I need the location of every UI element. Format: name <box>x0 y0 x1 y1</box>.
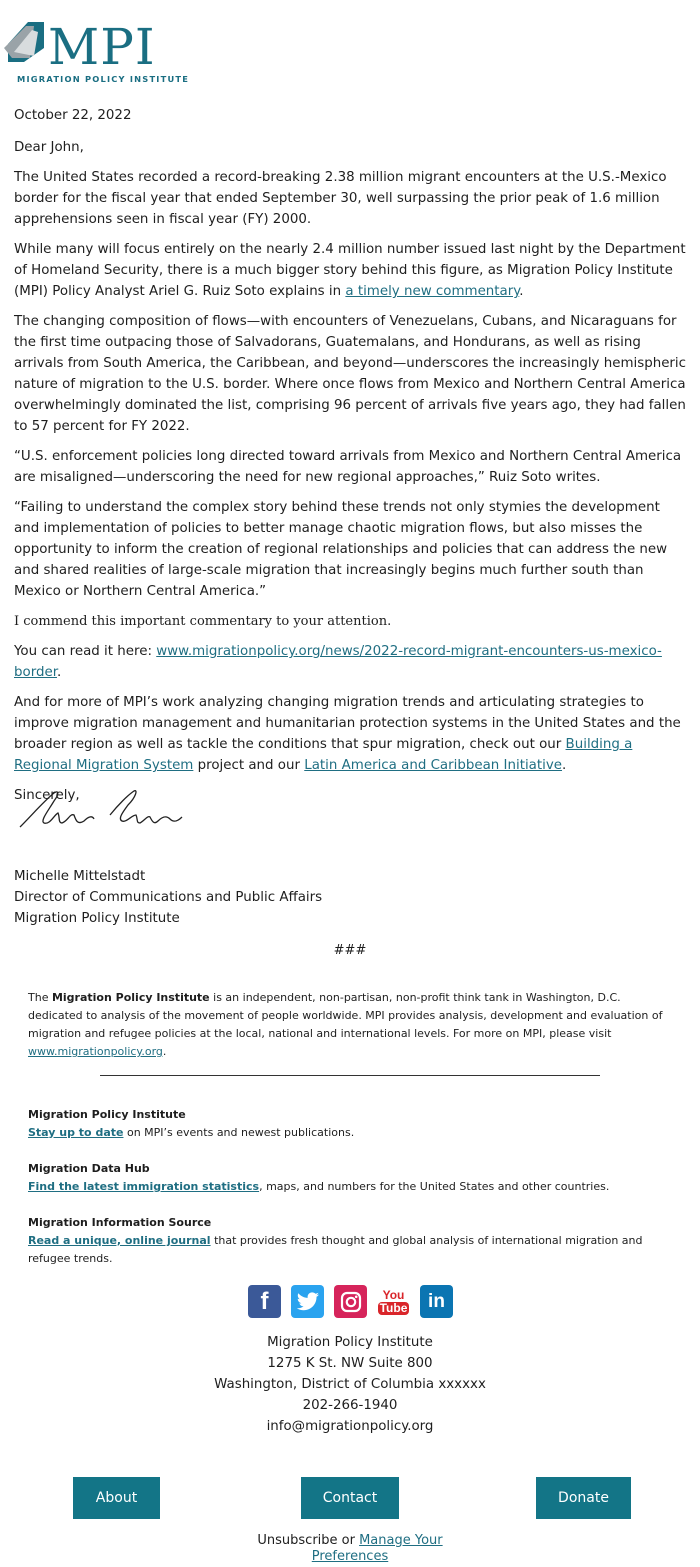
address-street: 1275 K St. NW Suite 800 <box>267 1356 433 1371</box>
promo-text <box>28 1178 678 1196</box>
donate-button[interactable]: Donate <box>536 1477 631 1519</box>
promo-title: Migration Data Hub <box>28 1162 150 1175</box>
unsubscribe-link[interactable]: Unsubscribe or <box>257 1533 360 1548</box>
about-mpi <box>28 989 678 1061</box>
manage-line-2 <box>0 1549 700 1565</box>
logo-wordmark: MPI <box>48 18 156 76</box>
mpi-logo[interactable] <box>4 18 214 84</box>
paragraph-2 <box>14 239 686 302</box>
address-phone: 202-266-1940 <box>302 1398 398 1413</box>
paragraph-7-end: . <box>56 665 62 680</box>
mpi-logo-mark-icon <box>4 18 48 64</box>
promo-description: on MPI’s events and newest publications. <box>123 1126 355 1139</box>
signer-title: Director of Communications and Public Affairs <box>14 890 323 905</box>
promo-title: Migration Information Source <box>28 1216 212 1229</box>
youtube-you-label: You <box>382 1287 405 1302</box>
paragraph-2-end: . <box>519 284 524 299</box>
logo-subtitle: MIGRATION POLICY INSTITUTE <box>17 74 190 84</box>
promo-block <box>28 1160 678 1196</box>
paragraph-8-end: . <box>562 758 567 773</box>
promo-description: that provides fresh thought and global analysis of international migration and refugee trends. <box>28 1234 643 1265</box>
paragraph-7 <box>14 641 686 683</box>
paragraph-8 <box>14 692 686 776</box>
paragraph-1: The United States recorded a record-breaking 2.38 million migrant encounters at the U.S.-Mexico border for the fiscal year that ended September 30, well surpassing the prior peak of 1.6 million apprehensions seen in fiscal year (FY) 2000. <box>14 170 667 227</box>
promo-block <box>28 1214 678 1268</box>
about-text: is an independent, non-partisan, non-profit think tank in Washington, D.C. dedicated to analysis of the movement of people worldwide. MPI provides analysis, development and evaluation of migration and refugee policies at the local, national and international levels. For more on MPI, please visit <box>28 991 663 1040</box>
immigration-statistics-link[interactable]: Find the latest immigration statistics <box>28 1180 260 1193</box>
facebook-icon[interactable]: f <box>248 1285 281 1318</box>
promo-title: Migration Policy Institute <box>28 1108 186 1121</box>
signoff <box>14 866 322 929</box>
end-marker: ### <box>333 943 367 958</box>
paragraph-6: I commend this important commentary to your attention. <box>14 614 392 629</box>
social-links <box>248 1285 453 1318</box>
paragraph-8-middle: project and our <box>193 758 305 773</box>
article-url-link[interactable]: www.migrationpolicy.org/news/2022-record-migrant-encounters-us-mexico-border <box>14 644 662 680</box>
signer-org: Migration Policy Institute <box>14 911 180 926</box>
address-email: info@migrationpolicy.org <box>266 1419 434 1434</box>
about-prefix: The <box>28 991 52 1004</box>
paragraph-2-text: While many will focus entirely on the nearly 2.4 million number issued last night by the Department of Homeland Security, there is a much bigger story behind this figure, as Migration Policy Institute (MPI) Policy Analyst Ariel G. Ruiz Soto explains in <box>14 242 686 299</box>
signature-image <box>14 775 186 847</box>
paragraph-3: The changing composition of flows—with encounters of Venezuelans, Cubans, and Nicaraguans for the first time outpacing those of Salvadorans, Guatemalans, and Hondurans, as well as rising arrivals from South America, the Caribbean, and beyond—underscores the increasingly hemispheric nature of migration to the U.S. border. Where once flows from Mexico and Northern Central America overwhelmingly dominated the list, comprising 96 percent of arrivals five years ago, they had fallen to 57 percent for FY 2022. <box>14 314 687 434</box>
letter-date: October 22, 2022 <box>14 108 132 123</box>
about-org-name: Migration Policy Institute <box>51 991 210 1004</box>
about-button[interactable]: About <box>73 1477 160 1519</box>
youtube-icon[interactable] <box>377 1285 410 1318</box>
paragraph-8-text: And for more of MPI’s work analyzing changing migration trends and articulating strategies to improve migration management and humanitarian protection systems in the United States and the broader region as well as tackle the conditions that spur migration, check out our <box>14 695 681 752</box>
letter-greeting: Dear John, <box>14 140 84 155</box>
commentary-link[interactable]: a timely new commentary <box>345 284 520 299</box>
promo-block <box>28 1106 678 1142</box>
regional-migration-system-link[interactable]: Building a Regional Migration System <box>14 737 633 773</box>
latin-america-initiative-link[interactable]: Latin America and Caribbean Initiative <box>304 758 563 773</box>
contact-button[interactable]: Contact <box>301 1477 399 1519</box>
promo-description: , maps, and numbers for the United States and other countries. <box>259 1180 610 1193</box>
address-block <box>0 1332 700 1437</box>
youtube-tube-label: Tube <box>379 1300 408 1315</box>
promo-text <box>28 1124 678 1142</box>
paragraph-7-text: You can read it here: <box>14 644 157 659</box>
paragraph-4: “U.S. enforcement policies long directed toward arrivals from Mexico and Northern Central America are misaligned—underscoring the need for new regional approaches,” Ruiz Soto writes. <box>14 449 682 485</box>
about-suffix: . <box>162 1045 167 1058</box>
instagram-icon[interactable] <box>334 1285 367 1318</box>
manage-preferences-link-2[interactable]: Preferences <box>311 1549 389 1564</box>
letter-body <box>14 105 686 815</box>
mpi-website-link[interactable]: www.migrationpolicy.org <box>28 1045 163 1058</box>
unsubscribe-footer <box>0 1533 700 1565</box>
divider <box>100 1075 600 1076</box>
signer-name: Michelle Mittelstadt <box>14 869 146 884</box>
promo-text <box>28 1232 678 1268</box>
stay-up-to-date-link[interactable]: Stay up to date <box>28 1126 124 1139</box>
paragraph-5: “Failing to understand the complex story behind these trends not only stymies the development and implementation of policies to better manage chaotic migration flows, but also misses the opportunity to inform the creation of regional relationships and policies that can address the new and shared realities of large-scale migration that increasingly begins much further south than Mexico or Northern Central America.” <box>14 500 668 599</box>
linkedin-icon[interactable]: in <box>420 1285 453 1318</box>
unsub-line <box>0 1533 700 1549</box>
online-journal-link[interactable]: Read a unique, online journal <box>28 1234 211 1247</box>
twitter-icon[interactable] <box>291 1285 324 1318</box>
address-org: Migration Policy Institute <box>267 1335 433 1350</box>
address-city: Washington, District of Columbia xxxxxx <box>214 1377 486 1392</box>
letter-closing: Sincerely, <box>14 788 80 803</box>
manage-preferences-link[interactable]: Manage Your <box>359 1533 443 1548</box>
